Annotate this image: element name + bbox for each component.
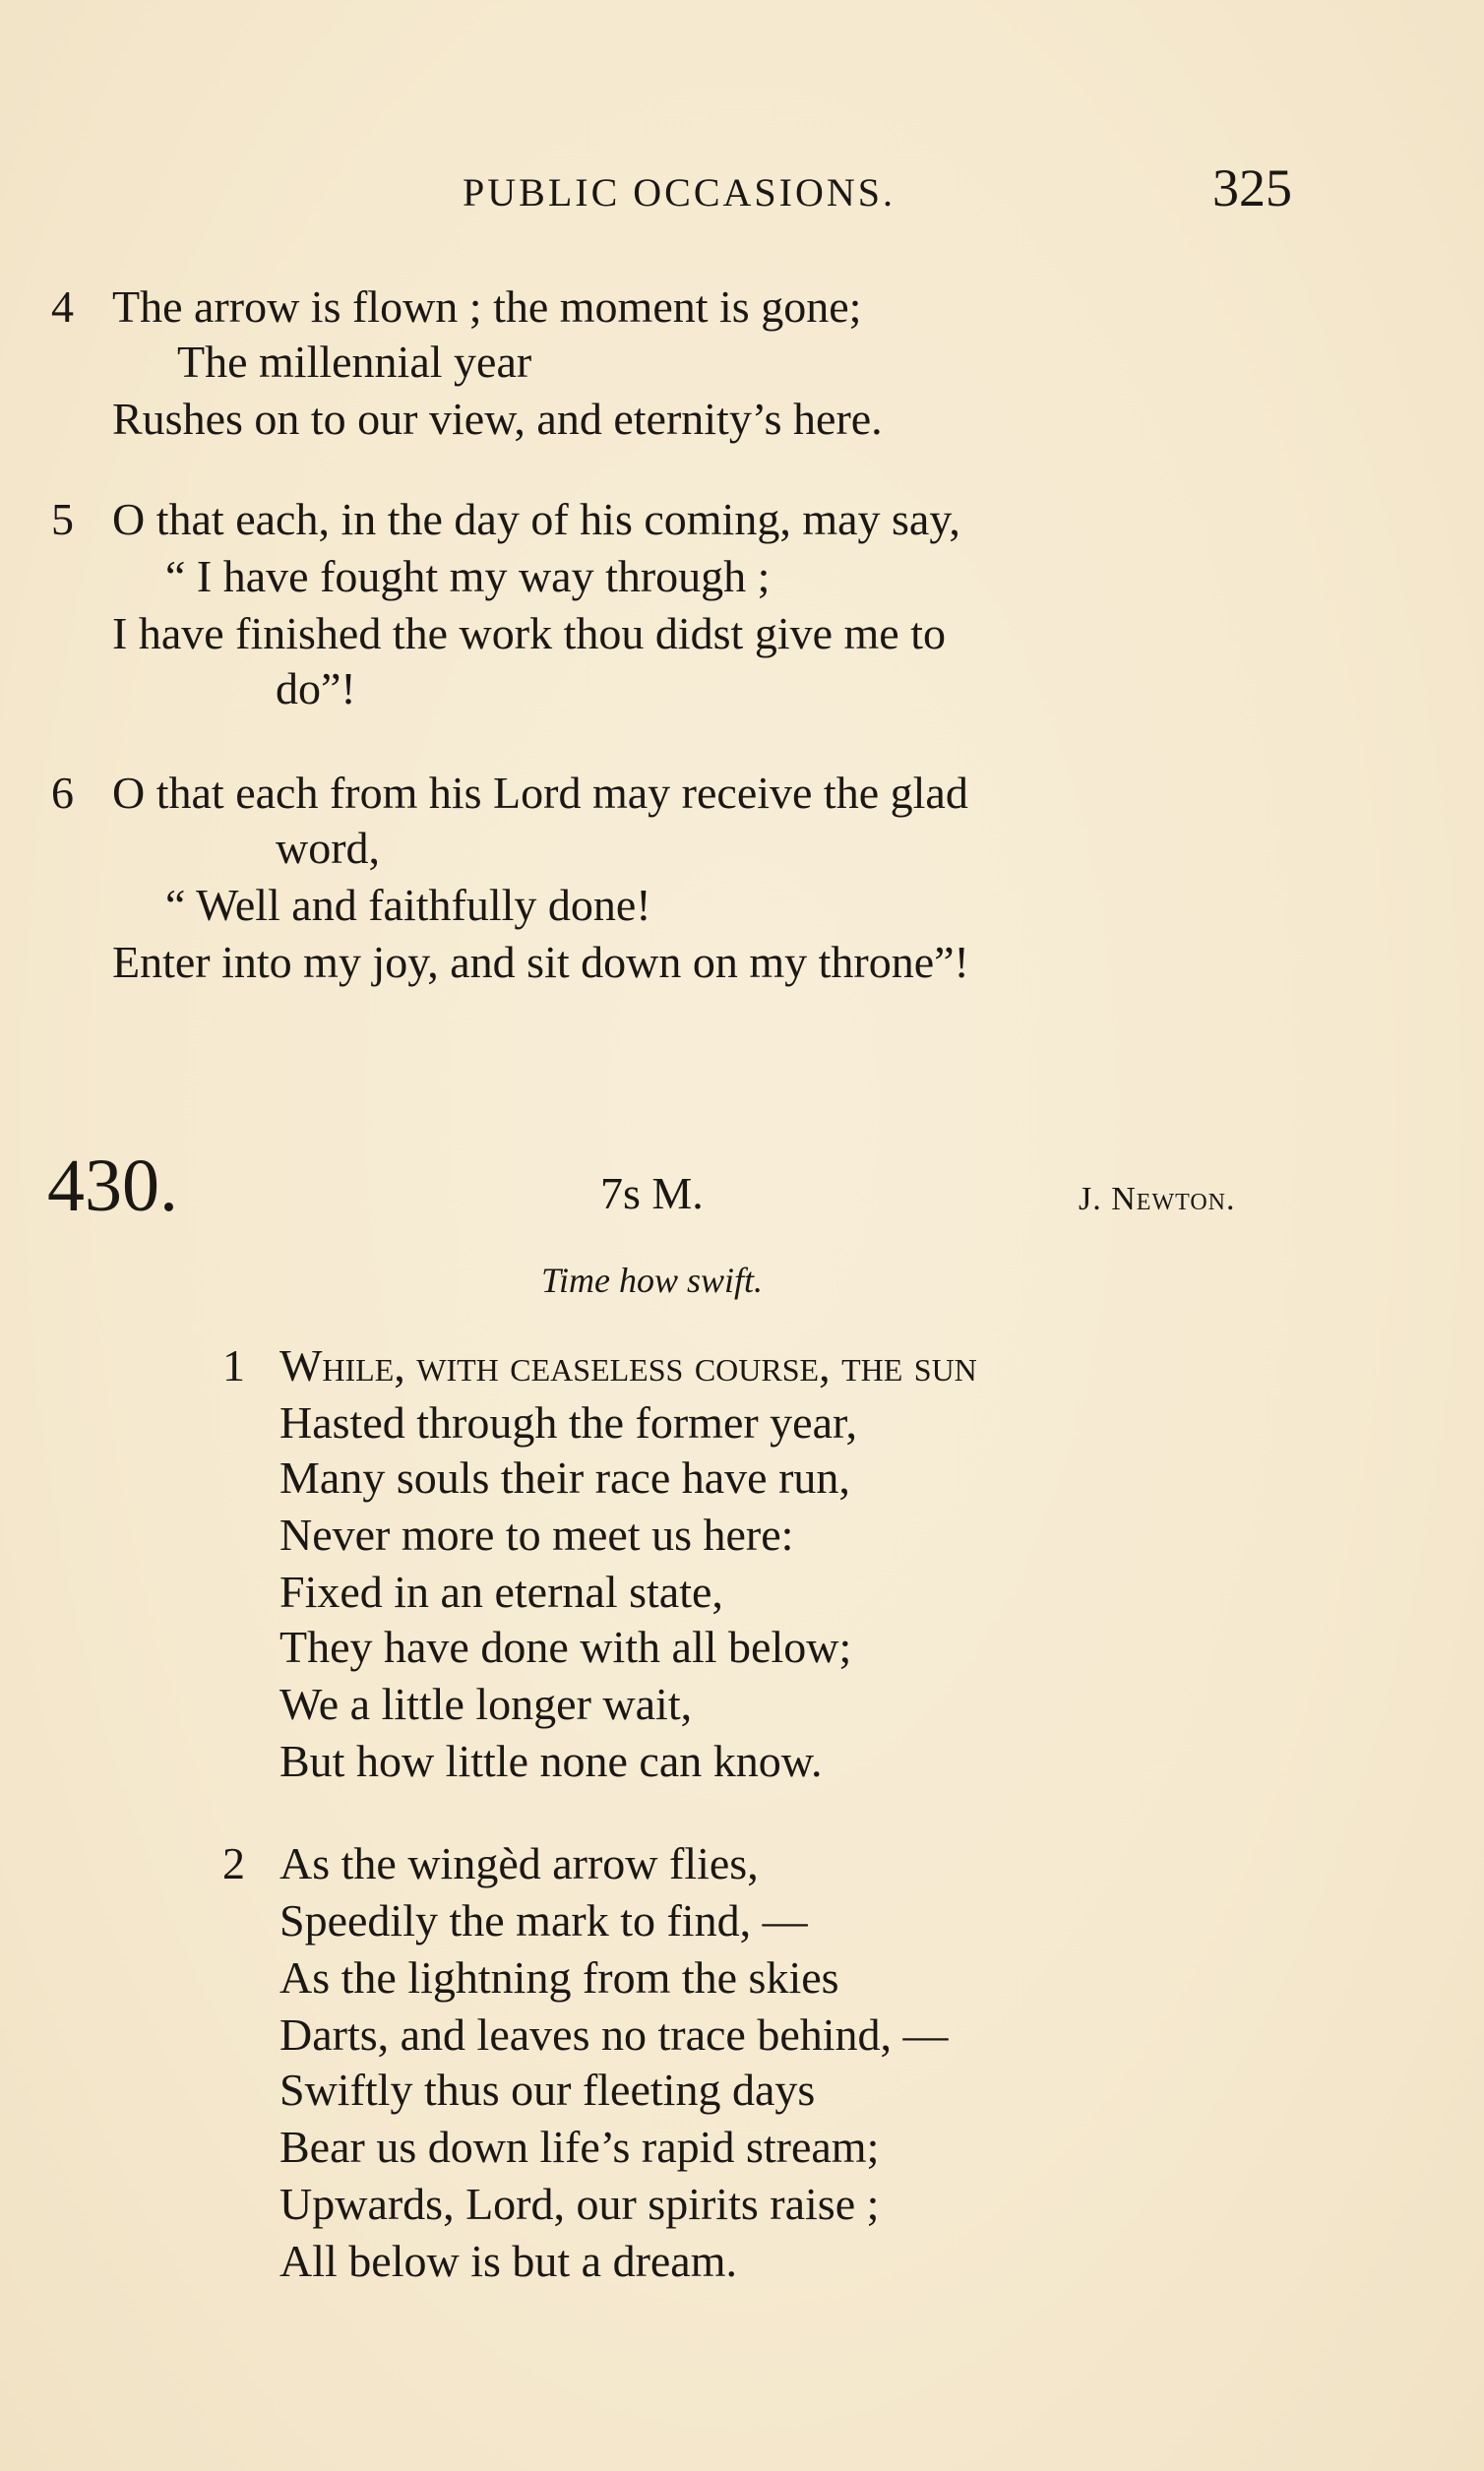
verse-line: While, with ceaseless course, the sun (279, 1340, 977, 1390)
page-number: 325 (1212, 158, 1292, 217)
verse-line: As the wingèd arrow flies, (279, 1838, 759, 1888)
verse-line: They have done with all below; (279, 1622, 852, 1672)
verse-line: Darts, and leaves no trace behind, — (279, 2009, 949, 2060)
verse-line: Rushes on to our view, and eternity’s here. (112, 394, 883, 444)
verse-line: All below is but a dream. (279, 2236, 738, 2286)
verse-line: The arrow is flown ; the moment is gone; (112, 281, 862, 332)
stanza-number: 6 (51, 768, 74, 818)
verse-line: Fixed in an eternal state, (279, 1567, 723, 1617)
verse-line: The millennial year (177, 337, 532, 387)
stanza-number: 5 (51, 494, 74, 544)
verse-line: Hasted through the former year, (279, 1397, 857, 1448)
stanza-number: 2 (222, 1838, 245, 1888)
running-head: PUBLIC OCCASIONS. (463, 170, 896, 215)
verse-line: O that each from his Lord may receive the glad (112, 768, 968, 818)
verse-line: I have finished the work thou didst give me to (112, 608, 947, 658)
verse-line: Many souls their race have run, (279, 1452, 850, 1503)
stanza-number: 1 (222, 1340, 245, 1390)
verse-line: As the lightning from the skies (279, 1952, 839, 2003)
hymn-subtitle: Time how swift. (541, 1261, 764, 1300)
verse-line: Upwards, Lord, our spirits raise ; (279, 2179, 880, 2229)
hymn-author: J. Newton. (1079, 1181, 1236, 1217)
verse-line: do”! (276, 663, 356, 713)
verse-line: O that each, in the day of his coming, may say, (112, 494, 960, 544)
verse-line: “ I have fought my way through ; (165, 551, 771, 601)
verse-line: Never more to meet us here: (279, 1510, 794, 1560)
hymn-number: 430. (47, 1144, 178, 1227)
verse-line: We a little longer wait, (279, 1679, 693, 1729)
verse-line: Speedily the mark to find, — (279, 1895, 808, 1946)
hymn-meter: 7s M. (600, 1168, 704, 1218)
verse-line: But how little none can know. (279, 1736, 823, 1786)
verse-line: Bear us down life’s rapid stream; (279, 2122, 880, 2172)
verse-line: Swiftly thus our fleeting days (279, 2065, 816, 2115)
verse-line: word, (276, 823, 381, 873)
verse-line: Enter into my joy, and sit down on my throne”! (112, 937, 969, 987)
verse-line: “ Well and faithfully done! (165, 880, 651, 930)
stanza-number: 4 (51, 281, 74, 332)
